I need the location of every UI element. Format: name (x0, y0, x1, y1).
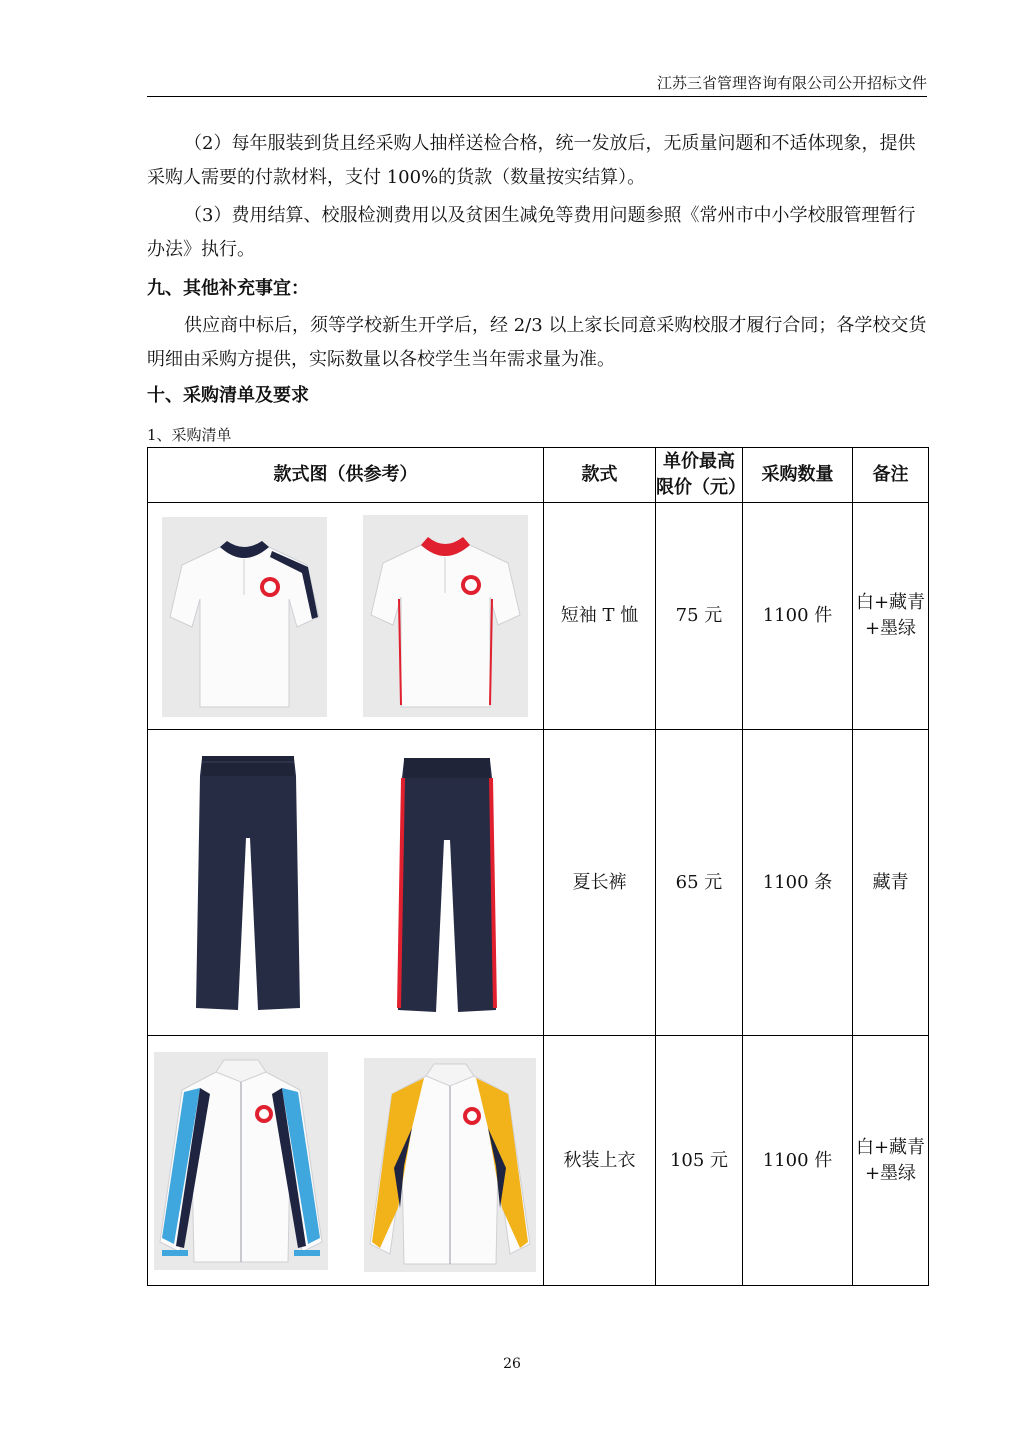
price-cell: 75 元 (656, 503, 743, 730)
polo-navy-image (162, 517, 327, 717)
qty-cell: 1100 条 (743, 730, 853, 1036)
heading-section-9: 九、其他补充事宜： (147, 278, 309, 299)
paragraph-payment: （2）每年服装到货且经采购人抽样送检合格，统一发放后，无质量问题和不适体现象，提供采购人需要的付款材料，支付 100%的货款（数量按实结算）。 (147, 133, 916, 188)
procurement-table (147, 447, 929, 1286)
jacket-yellow-image (364, 1058, 536, 1272)
note-cell: 白+藏青+墨绿 (853, 1036, 929, 1286)
jacket-blue-image (154, 1052, 328, 1270)
image-cell-polo (148, 503, 544, 730)
image-cell-pants (148, 730, 544, 1036)
table-row (148, 503, 929, 730)
header-style: 款式 (544, 448, 656, 503)
table-row (148, 730, 929, 1036)
header-image: 款式图（供参考） (148, 448, 544, 503)
paragraph-settlement: （3）费用结算、校服检测费用以及贫困生减免等费用问题参照《常州市中小学校服管理暂行办法》执行。 (147, 205, 916, 260)
price-cell: 105 元 (656, 1036, 743, 1286)
heading-section-10: 十、采购清单及要求 (147, 385, 309, 406)
style-cell: 夏长裤 (544, 730, 656, 1036)
style-cell: 秋装上衣 (544, 1036, 656, 1286)
qty-cell: 1100 件 (743, 1036, 853, 1286)
paragraph-supplementary: 供应商中标后，须等学校新生开学后，经 2/3 以上家长同意采购校服才履行合同；各学校交货明细由采购方提供，实际数量以各校学生当年需求量为准。 (147, 315, 927, 370)
table-header-row (148, 448, 929, 503)
qty-cell: 1100 件 (743, 503, 853, 730)
price-cell: 65 元 (656, 730, 743, 1036)
header-qty: 采购数量 (743, 448, 853, 503)
pants-plain-image (188, 748, 308, 1018)
page-number: 26 (503, 1356, 521, 1372)
subheading-list: 1、采购清单 (147, 426, 232, 444)
header-price: 单价最高限价（元） (656, 448, 743, 503)
table-row (148, 1036, 929, 1286)
running-header: 江苏三省管理咨询有限公司公开招标文件 (656, 74, 927, 92)
note-cell: 藏青 (853, 730, 929, 1036)
note-cell: 白+藏青+墨绿 (853, 503, 929, 730)
image-cell-jacket (148, 1036, 544, 1286)
pants-red-image (394, 752, 500, 1022)
header-note: 备注 (853, 448, 929, 503)
polo-red-image (363, 515, 528, 717)
header-rule (147, 96, 927, 97)
style-cell: 短袖 T 恤 (544, 503, 656, 730)
